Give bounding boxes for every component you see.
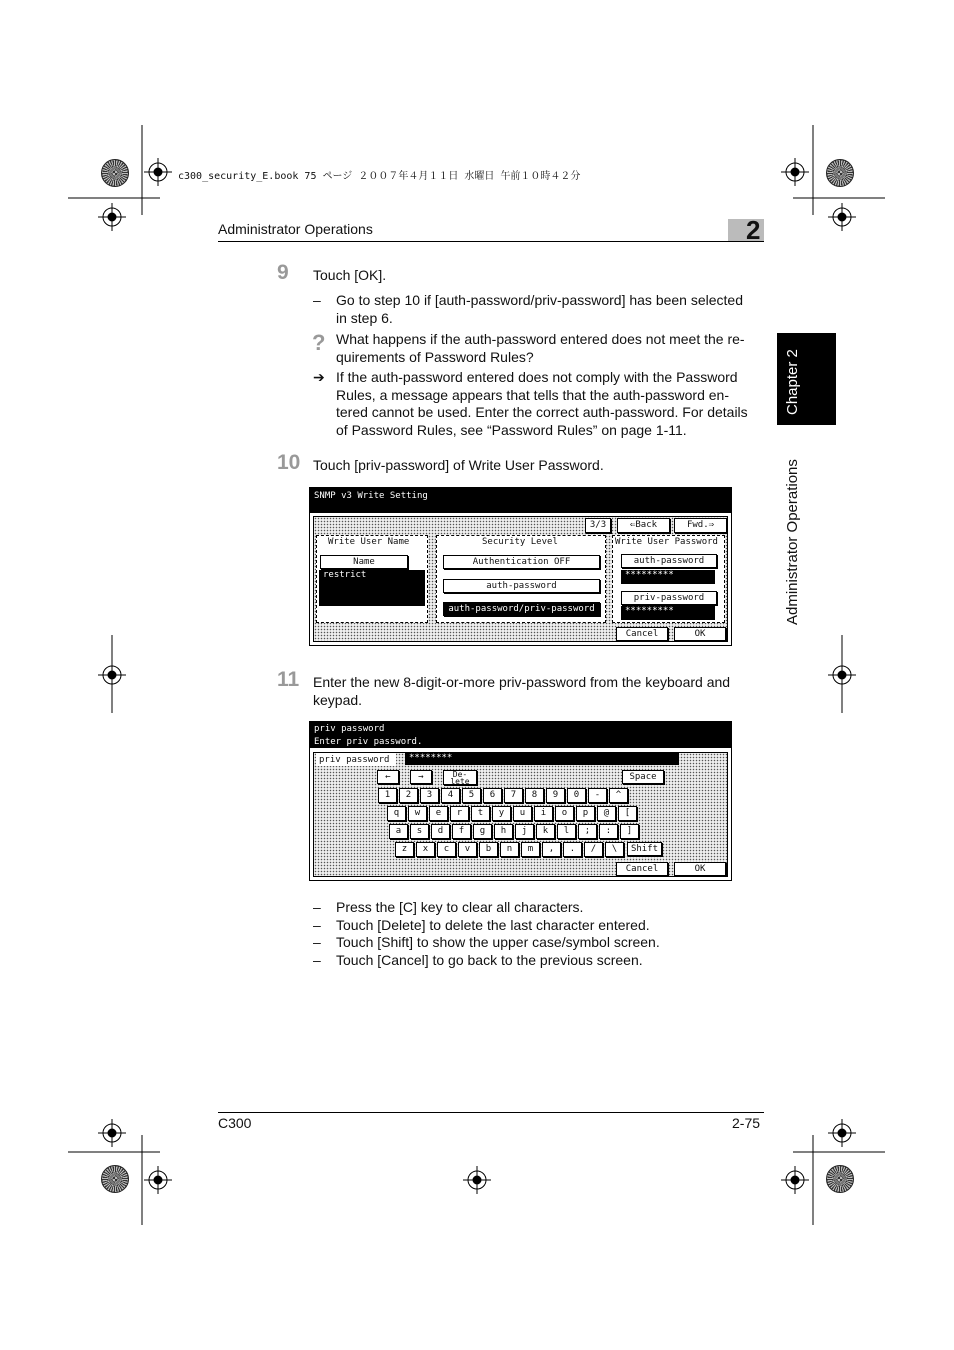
cursor-right-button[interactable]: → [410,770,432,784]
priv-password-button[interactable]: priv-password [621,591,717,605]
step-number: 9 [277,261,289,284]
auth-password-button[interactable]: auth-password [621,554,717,568]
page-indicator: 3/3 [585,518,611,533]
key-button[interactable]: p [576,806,595,821]
auth-priv-password-level-button[interactable]: auth-password/priv-password [443,602,600,616]
answer-text: If the auth-password entered does not comply with the Password Rules, a message appears that tells that the auth-password en- tered cannot be used. Enter the correct auth-password. For details of Password Rules, see “Password Rules” on page 1-11. [336,369,748,438]
sidebar-section-label: Administrator Operations [784,459,801,625]
security-level-label: Security Level [482,537,558,547]
screen-subtitle: Enter priv password. [314,737,423,747]
key-button[interactable]: @ [597,806,616,821]
key-button[interactable]: y [492,806,511,821]
key-button[interactable]: j [515,824,534,839]
key-button[interactable]: s [410,824,429,839]
key-button[interactable]: i [534,806,553,821]
step-number: 11 [277,668,300,691]
key-button[interactable]: 5 [462,788,481,803]
step-text: Touch [priv-password] of Write User Password. [313,457,604,473]
key-button[interactable]: z [395,842,414,857]
key-button[interactable]: m [521,842,540,857]
key-button[interactable]: 6 [483,788,502,803]
priv-password-value: ********* [621,606,715,620]
space-button[interactable]: Space [622,770,664,784]
note-item: – Touch [Shift] to show the upper case/symbol screen. [313,934,660,950]
key-button[interactable]: a [389,824,408,839]
cursor-left-button[interactable]: ← [377,770,399,784]
note-item: – Touch [Cancel] to go back to the previous screen. [313,951,643,968]
key-button[interactable]: w [408,806,427,821]
step-text: Enter the new 8-digit-or-more priv-password from the keyboard and keypad. [313,674,731,708]
cancel-button[interactable]: Cancel [616,627,668,641]
user-name-value: restrict [319,570,425,606]
print-header: c300_security_E.book 75 ページ ２００７年４月１１日 水曜日 午前１０時４２分 [178,171,581,182]
key-button[interactable]: x [416,842,435,857]
key-button[interactable]: d [431,824,450,839]
key-button[interactable]: 7 [504,788,523,803]
question-icon: ? [312,330,326,355]
key-button[interactable]: g [473,824,492,839]
note-list [313,899,660,969]
shift-button[interactable]: Shift [627,842,662,856]
cancel-button[interactable]: Cancel [616,862,668,876]
screen-title: SNMP v3 Write Setting [314,491,428,501]
key-button[interactable]: n [500,842,519,857]
chapter-number: 2 [746,215,761,245]
color-rosette-icon [101,159,129,187]
footer-model: C300 [218,1115,252,1131]
note-item: – Press the [C] key to clear all characters. [313,899,584,915]
ok-button[interactable]: OK [674,862,726,876]
snmp-write-setting-screen [309,487,732,646]
back-button[interactable]: ⇐Back [617,518,670,533]
question-text: What happens if the auth-password entered does not meet the re- quirements of Password Rules? [336,331,745,365]
delete-button[interactable]: De- lete [443,770,477,785]
priv-password-field-label: priv password [319,755,390,765]
key-button[interactable]: l [557,824,576,839]
forward-button[interactable]: Fwd.⇒ [674,518,727,533]
key-button[interactable]: q [387,806,406,821]
priv-password-input[interactable]: ******** [405,752,679,765]
key-button[interactable]: . [563,842,582,857]
write-user-password-label: Write User Password [615,537,718,547]
key-button[interactable]: 8 [525,788,544,803]
key-button[interactable]: t [471,806,490,821]
key-button[interactable]: 3 [420,788,439,803]
key-button[interactable]: / [584,842,603,857]
priv-password-screen [309,721,732,881]
arrow-icon: ➔ [313,369,325,385]
key-button[interactable]: 0 [567,788,586,803]
key-button[interactable]: r [450,806,469,821]
key-button[interactable]: [ [618,806,637,821]
note-item: – Touch [Delete] to delete the last character entered. [313,916,650,933]
write-user-name-label: Write User Name [328,537,410,547]
step-text: Touch [OK]. [313,267,387,283]
key-button[interactable]: o [555,806,574,821]
auth-password-level-button[interactable]: auth-password [443,579,600,593]
key-button[interactable]: v [458,842,477,857]
sidebar-chapter-label: Chapter 2 [784,349,801,415]
key-button[interactable]: \ [605,842,624,857]
dash-bullet: – [313,292,321,308]
name-button[interactable]: Name [320,555,408,569]
key-button[interactable]: f [452,824,471,839]
auth-password-value: ********* [621,570,715,584]
screen-title: priv password [314,724,385,734]
key-button[interactable]: ; [578,824,597,839]
color-rosette-icon [101,1165,129,1193]
key-button[interactable]: 1 [378,788,397,803]
key-button[interactable]: h [494,824,513,839]
footer-rule [218,1112,764,1113]
header-section: Administrator Operations [218,221,373,237]
key-button[interactable]: c [437,842,456,857]
dash-text: Go to step 10 if [auth-password/priv-password] has been selected in step 6. [336,292,743,326]
key-button[interactable]: 2 [399,788,418,803]
key-button[interactable]: 9 [546,788,565,803]
header-rule [218,241,764,242]
footer-page-number: 2-75 [732,1115,761,1131]
color-rosette-icon [826,159,854,187]
step-number: 10 [277,451,301,474]
key-button[interactable]: b [479,842,498,857]
ok-button[interactable]: OK [674,627,726,641]
key-button[interactable]: ^ [609,788,628,803]
key-button[interactable]: k [536,824,555,839]
key-button[interactable]: ] [620,824,639,839]
key-button[interactable]: e [429,806,448,821]
key-button[interactable]: , [542,842,561,857]
auth-off-button[interactable]: Authentication OFF [443,555,600,569]
key-button[interactable]: 4 [441,788,460,803]
color-rosette-icon [826,1165,854,1193]
key-button[interactable]: : [599,824,618,839]
key-button[interactable]: u [513,806,532,821]
key-button[interactable]: - [588,788,607,803]
